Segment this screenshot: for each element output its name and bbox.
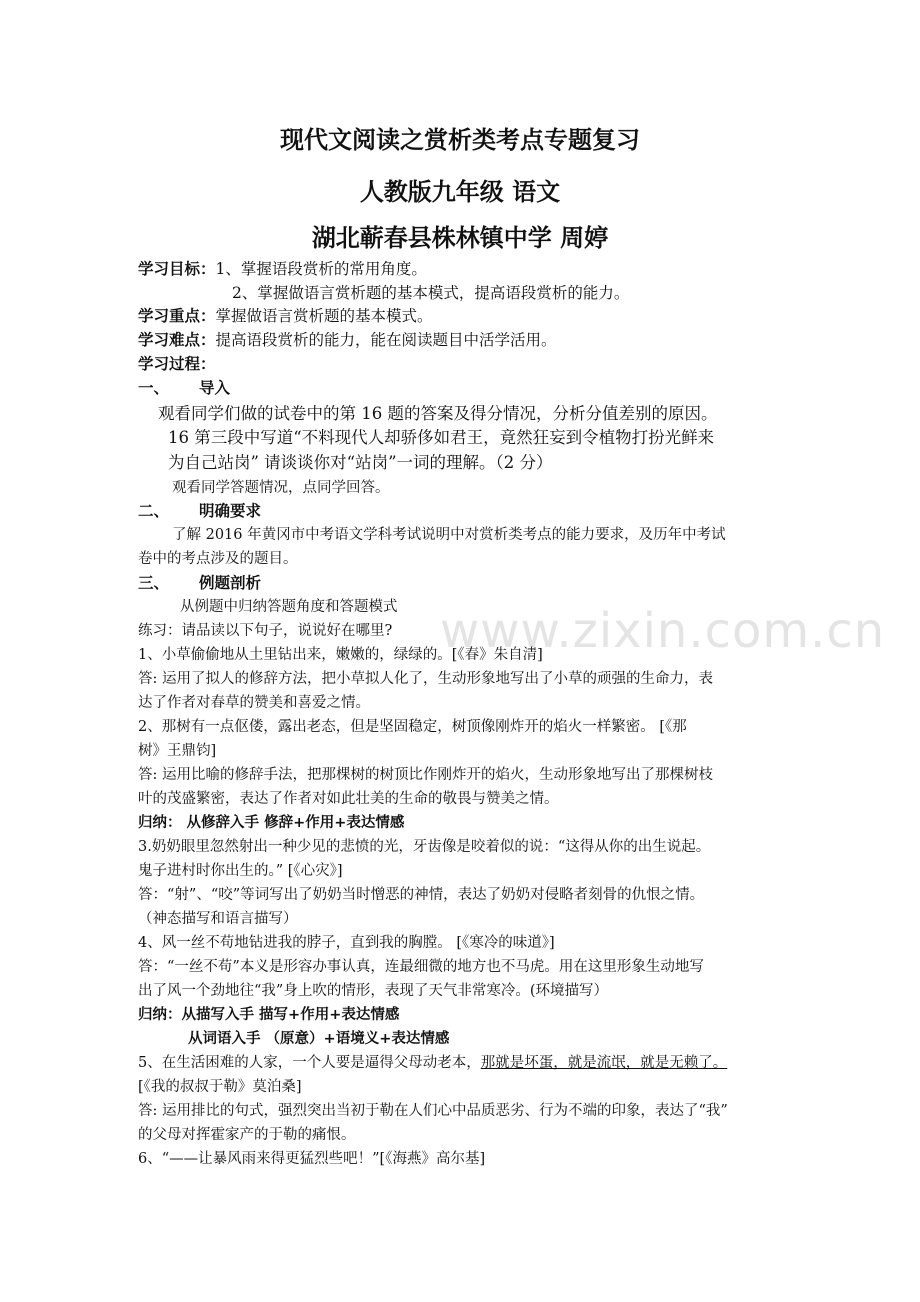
difficulty-line — [138, 329, 557, 351]
example-1-answer-1: 答: 运用了拟人的修辞方法，把小草拟人化了，生动形象地写出了小草的顽强的生命力，表 — [138, 671, 713, 687]
subtitle: 人教版九年级 语文 — [359, 178, 561, 206]
example-4-answer-2: 出了风一个劲地往“我”身上吹的情形，表现了天气非常寒冷。(环境描写） — [138, 983, 608, 999]
example-1-question: 1、小草偷偷地从土里钻出来，嫩嫩的，绿绿的。[《春》朱自清] — [138, 647, 543, 663]
section-3-heading — [138, 572, 261, 594]
example-5-question-2: [《我的叔叔于勒》莫泊桑] — [138, 1079, 302, 1095]
goal-item-1: 1、掌握语段赏析的常用角度。 — [215, 260, 427, 278]
focus-label: 学习重点： — [138, 307, 216, 325]
goal-item-2: 2、掌握做语言赏析题的基本模式，提高语段赏析的能力。 — [232, 284, 630, 302]
focus-text: 掌握做语言赏析题的基本模式。 — [215, 307, 433, 325]
section-1-p4: 观看同学答题情况，点同学回答。 — [172, 480, 390, 496]
goals-label: 学习目标： — [138, 260, 216, 278]
example-5-answer-2: 的父母对挥霍家产的于勒的痛恨。 — [138, 1127, 356, 1143]
author-line: 湖北蕲春县株林镇中学 周婷 — [311, 224, 609, 252]
section-2-title: 明确要求 — [199, 502, 262, 520]
example-6-question: 6、“——让暴风雨来得更猛烈些吧！”[《海燕》高尔基] — [138, 1151, 486, 1167]
focus-line — [138, 305, 433, 327]
example-5-question-text: 5、在生活困难的人家，一个人要是逼得父母动老本， — [138, 1055, 481, 1071]
example-3-answer-1: 答：“射”、“咬”等词写出了奶奶当时憎恶的神情，表达了奶奶对侵略者刻骨的仇恨之情。 — [138, 887, 705, 903]
section-3-title: 例题剖析 — [199, 574, 262, 592]
example-3-question-1: 3.奶奶眼里忽然射出一种少见的悲愤的光，牙齿像是咬着似的说：“这得从你的出生说起。 — [138, 839, 711, 855]
section-2-p2: 卷中的考点涉及的题目。 — [138, 551, 298, 567]
section-1-p2: 16 第三段中写道“不料现代人却骄侈如君王，竟然狂妄到令植物打扮光鲜来 — [168, 428, 715, 447]
difficulty-label: 学习难点： — [138, 331, 216, 349]
example-2-answer-2: 叶的茂盛繁密，表达了作者对如此壮美的生命的敬畏与赞美之情。 — [138, 791, 559, 807]
example-2-answer-1: 答: 运用比喻的修辞手法，把那棵树的树顶比作刚炸开的焰火，生动形象地写出了那棵树枝 — [138, 767, 713, 783]
section-1-p1: 观看同学们做的试卷中的第 16 题的答案及得分情况，分析分值差别的原因。 — [158, 404, 718, 423]
section-1-title: 导入 — [199, 379, 231, 397]
example-3-question-2: 鬼子进村时你出生的。” [《心灾》] — [138, 863, 343, 879]
difficulty-text: 提高语段赏析的能力，能在阅读题目中活学活用。 — [215, 331, 557, 349]
section-2-heading — [138, 500, 261, 522]
example-4-question: 4、风一丝不苟地钻进我的脖子，直到我的胸膛。 [《寒冷的味道》] — [138, 935, 555, 951]
section-1-heading — [138, 377, 230, 399]
page-title: 现代文阅读之赏析类考点专题复习 — [280, 126, 640, 154]
section-1-num: 一、 — [138, 379, 170, 397]
goals-line-1 — [138, 258, 427, 280]
section-3-intro: 从例题中归纳答题角度和答题模式 — [180, 599, 398, 615]
summary-description: 归纳：从描写入手 描写+作用+表达情感 — [138, 1007, 400, 1023]
process-label: 学习过程： — [138, 355, 216, 373]
example-2-question-1: 2、那树有一点伛偻，露出老态，但是坚固稳定，树顶像刚炸开的焰火一样繁密。 [《那 — [138, 719, 687, 735]
example-2-question-2: 树》王鼎钧] — [138, 743, 217, 759]
example-3-answer-2: （神态描写和语言描写） — [138, 911, 298, 927]
example-5-question-1 — [138, 1052, 727, 1074]
watermark: www.zixin.com.cn — [440, 603, 886, 659]
summary-vocabulary: 从词语入手 （原意）+语境义+表达情感 — [188, 1031, 450, 1047]
summary-rhetoric: 归纳： 从修辞入手 修辞+作用+表达情感 — [138, 815, 405, 831]
section-1-p3: 为自己站岗” 请谈谈你对“站岗”一词的理解。（2 分） — [168, 453, 553, 472]
section-3-num: 三、 — [138, 574, 170, 592]
example-1-answer-2: 达了作者对春草的赞美和喜爱之情。 — [138, 695, 370, 711]
example-5-underlined: 那就是坏蛋，就是流氓，就是无赖了。 — [480, 1055, 728, 1071]
section-2-p1: 了解 2016 年黄冈市中考语文学科考试说明中对赏析类考点的能力要求，及历年中考试 — [172, 527, 726, 543]
practice-prompt: 练习：请品读以下句子，说说好在哪里? — [138, 623, 393, 639]
example-5-answer-1: 答: 运用排比的句式，强烈突出当初于勒在人们心中品质恶劣、行为不端的印象，表达了“我” — [138, 1103, 728, 1119]
example-4-answer-1: 答：“一丝不苟”本义是形容办事认真，连最细微的地方也不马虎。用在这里形象生动地写 — [138, 959, 704, 975]
section-2-num: 二、 — [138, 502, 170, 520]
